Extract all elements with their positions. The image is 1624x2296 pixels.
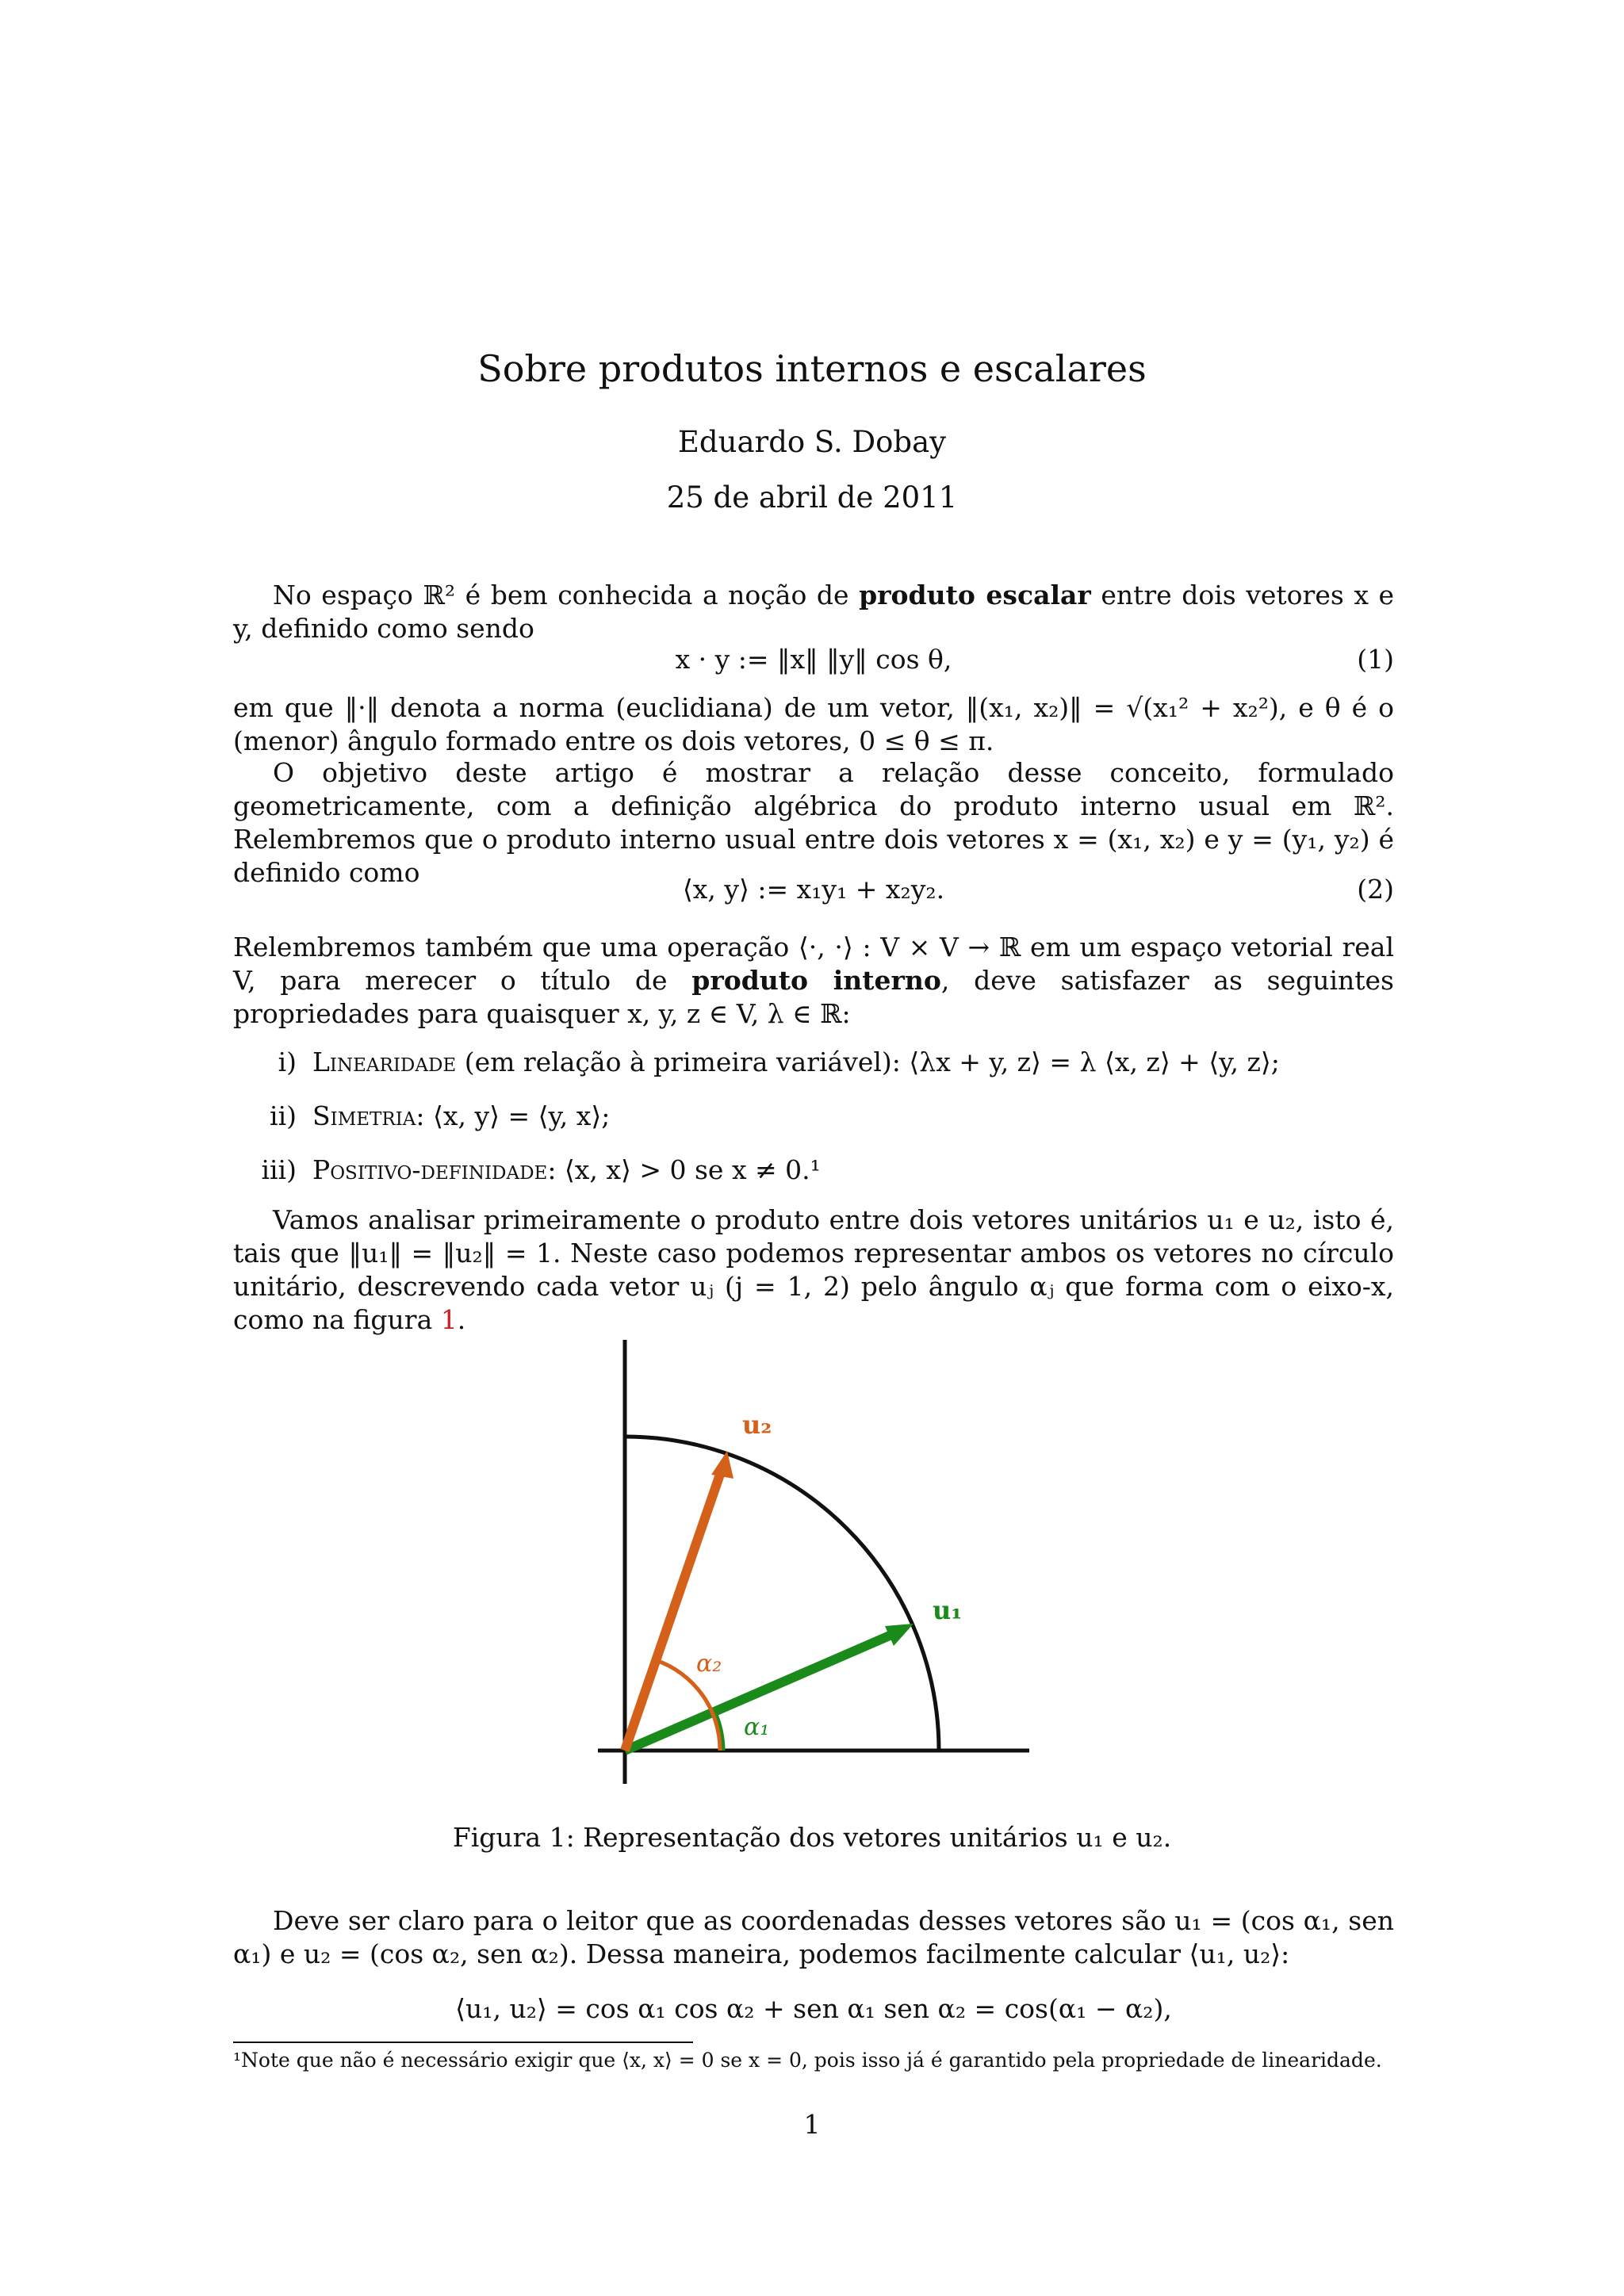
footnote-1: ¹Note que não é necessário exigir que ⟨x, x⟩ = 0 se x = 0, pois isso já é garantido pela propriedade de linearidade. [233, 2049, 1382, 2072]
equation-1: x · y := ‖x‖ ‖y‖ cos θ, (1) [675, 644, 1394, 675]
label-u1: u₁ [933, 1595, 963, 1625]
paragraph-inner-product-def: Relembremos também que uma operação ⟨·, ·⟩ : V × V → ℝ em um espaço vetorial real V, para merecer o título de produto interno, deve satisfazer as seguintes propriedades para quaisquer x, y, z ∈ V, λ ∈ ℝ: [233, 932, 1394, 1029]
equation-3: ⟨u₁, u₂⟩ = cos α₁ cos α₂ + sen α₁ sen α₂ = cos(α₁ − α₂), [455, 1993, 1172, 2024]
term-produto-interno: produto interno [691, 965, 941, 996]
unit-circle-arc [625, 1437, 939, 1751]
page-number: 1 [803, 2109, 821, 2140]
label-alpha1: α₁ [744, 1713, 770, 1741]
label-u2: u₂ [742, 1410, 772, 1440]
equation-2: ⟨x, y⟩ := x₁y₁ + x₂y₂. (2) [682, 874, 1394, 905]
paper-title: Sobre produtos internos e escalares [477, 347, 1147, 390]
paragraph-unit-vectors: Vamos analisar primeiramente o produto entre dois vetores unitários u₁ e u₂, isto é, tais que ‖u₁‖ = ‖u₂‖ = 1. Neste caso podemos representar ambos os vetores no círculo unitário, descrevendo cada vetor uⱼ (j = 1, 2) pelo ângulo αⱼ que forma com o eixo-x, como na figura 1. [233, 1204, 1394, 1335]
term-produto-escalar: produto escalar [859, 580, 1091, 610]
paragraph-coordinates: Deve ser claro para o leitor que as coordenadas desses vetores são u₁ = (cos α₁, sen α₁) e u₂ = (cos α₂, sen α₂). Dessa maneira, podemos facilmente calcular ⟨u₁, u₂⟩: [233, 1905, 1394, 1969]
figure-unit-circle [587, 1340, 1047, 1800]
paper-author: Eduardo S. Dobay [677, 425, 947, 459]
paragraph-norm: em que ‖·‖ denota a norma (euclidiana) de um vetor, ‖(x₁, x₂)‖ = √(x₁² + x₂²), e θ é o (menor) ângulo formado entre os dois vetores, 0 ≤ θ ≤ π. [233, 692, 1394, 756]
figure-ref-link[interactable]: 1 [440, 1304, 458, 1335]
label-alpha2: α₂ [696, 1650, 722, 1678]
paper-date: 25 de abril de 2011 [666, 480, 958, 515]
equation-number: (2) [1357, 874, 1394, 905]
paragraph-objective: O objetivo deste artigo é mostrar a relação desse conceito, formulado geometricamente, com a definição algébrica do produto interno usual em ℝ². Relembremos que o produto interno usual entre dois vetores x = (x₁, x₂) e y = (y₁, y₂) é definido como [233, 757, 1394, 888]
footnote-rule [233, 2042, 693, 2043]
vector-u1-arrowhead [885, 1624, 914, 1646]
equation-number: (1) [1357, 644, 1394, 675]
figure-caption: Figura 1: Representação dos vetores unitários u₁ e u₂. [452, 1822, 1172, 1853]
paragraph-intro: No espaço ℝ² é bem conhecida a noção de produto escalar entre dois vetores x e y, definido como sendo [233, 580, 1395, 644]
